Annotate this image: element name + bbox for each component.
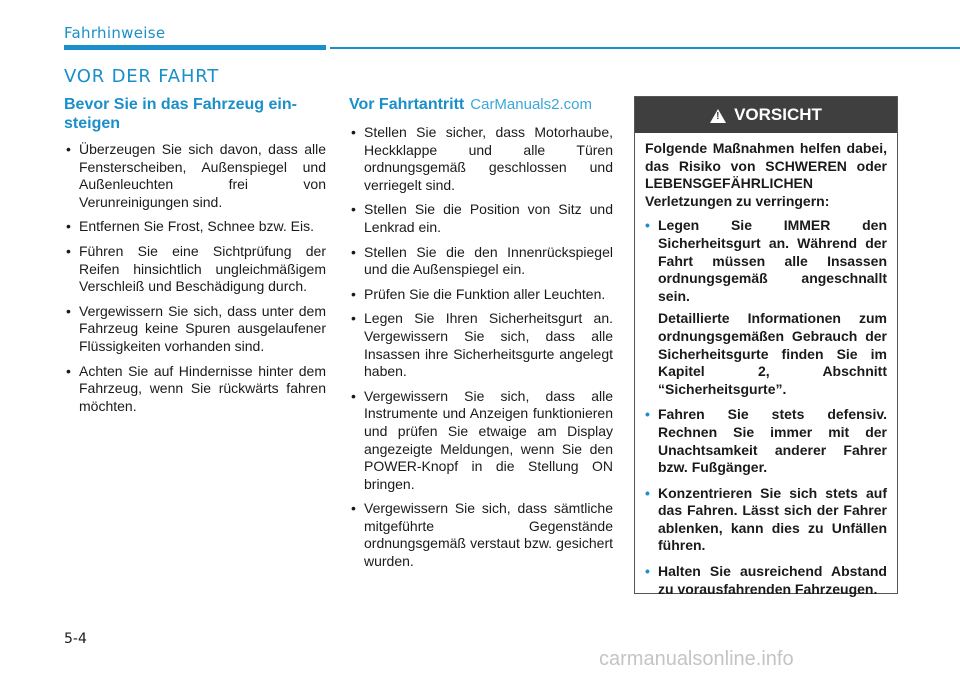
caution-item-text: Fahren Sie stets defensiv. Rechnen Sie immer mit der Unachtsamkeit anderer Fahrer bzw. Fußgänger. [658, 406, 887, 476]
caution-item [645, 217, 887, 398]
list-item: • Stellen Sie sicher, dass Motorhaube, Heckklappe und alle Türen ordnungsgemäß geschlossen und verriegelt sind. [349, 124, 613, 194]
list-item: • Überzeugen Sie sich davon, dass alle Fensterscheiben, Außenspiegel und Außenleuchten frei von Verunreinigungen sind. [64, 141, 326, 211]
list-item: • Stellen Sie die den Innenrückspiegel und die Außenspiegel ein. [349, 244, 613, 279]
left-list [64, 141, 326, 415]
header-rule-thin [330, 47, 960, 49]
list-item: • Achten Sie auf Hindernisse hinter dem Fahrzeug, wenn Sie rückwärts fahren möchten. [64, 363, 326, 416]
chapter-title: Fahrhinweise [64, 24, 166, 42]
caution-item-text: Legen Sie IMMER den Sicherheitsgurt an. Während der Fahrt müssen alle Insassen ordnungsgemäß angeschnallt sein. [658, 217, 887, 304]
caution-item-detail: Detaillierte Informationen zum ordnungsgemäßen Gebrauch der Sicherheitsgurte finden Sie im Kapitel 2, Abschnitt “Sicherheitsgurte”. [658, 310, 887, 397]
caution-body [635, 133, 897, 598]
caution-intro: Folgende Maßnahmen helfen dabei, das Risiko von SCHWEREN oder LEBENSGEFÄHRLICHEN Verletzungen zu verringern: [645, 140, 887, 209]
caution-item-text: Halten Sie ausreichend Abstand zu vorausfahrenden Fahrzeugen. [658, 563, 887, 597]
list-item: • Führen Sie eine Sichtprüfung der Reifen hinsichtlich ungleichmäßigem Verschleiß und Beschädigung durch. [64, 243, 326, 296]
page-number: 5-4 [64, 631, 87, 647]
middle-heading: Vor Fahrtantritt [349, 96, 465, 113]
list-item: • Stellen Sie die Position von Sitz und Lenkrad ein. [349, 201, 613, 236]
caution-header [635, 97, 897, 133]
warning-triangle-icon: ! [710, 109, 726, 123]
list-item: • Vergewissern Sie sich, dass alle Instrumente und Anzeigen funktionieren und prüfen Sie etwaige am Display angezeigte Meldungen, wenn Sie den POWER-Knopf in die Stellung ON bringen. [349, 388, 613, 494]
caution-title: VORSICHT [734, 105, 822, 124]
caution-box [634, 96, 898, 597]
header-rule-thick [64, 45, 326, 50]
caution-list [645, 217, 887, 598]
middle-column [349, 95, 613, 578]
caution-item [645, 563, 887, 598]
list-item: • Vergewissern Sie sich, dass sämtliche mitgeführte Gegenstände ordnungsgemäß verstaut bzw. gesichert wurden. [349, 500, 613, 570]
footer-watermark: carmanualsonline.info [599, 648, 794, 670]
list-item: • Legen Sie Ihren Sicherheitsgurt an. Vergewissern Sie sich, dass alle Insassen ihre Sicherheitsgurte angelegt haben. [349, 310, 613, 380]
watermark-text: CarManuals2.com [470, 96, 592, 113]
caution-item [645, 485, 887, 555]
list-item: • Vergewissern Sie sich, dass unter dem Fahrzeug keine Spuren ausgelaufener Flüssigkeiten vorhanden sind. [64, 303, 326, 356]
middle-heading-row [349, 95, 613, 114]
left-column [64, 95, 326, 422]
left-heading: Bevor Sie in das Fahrzeug ein-steigen [64, 96, 297, 132]
middle-list [349, 124, 613, 571]
caution-item [645, 406, 887, 476]
caution-item-text: Konzentrieren Sie sich stets auf das Fahren. Lässt sich der Fahrer ablenken, kann dies zu Unfällen führen. [658, 484, 887, 554]
list-item: • Entfernen Sie Frost, Schnee bzw. Eis. [64, 218, 326, 236]
section-title: VOR DER FAHRT [64, 66, 219, 87]
list-item: • Prüfen Sie die Funktion aller Leuchten. [349, 286, 613, 304]
